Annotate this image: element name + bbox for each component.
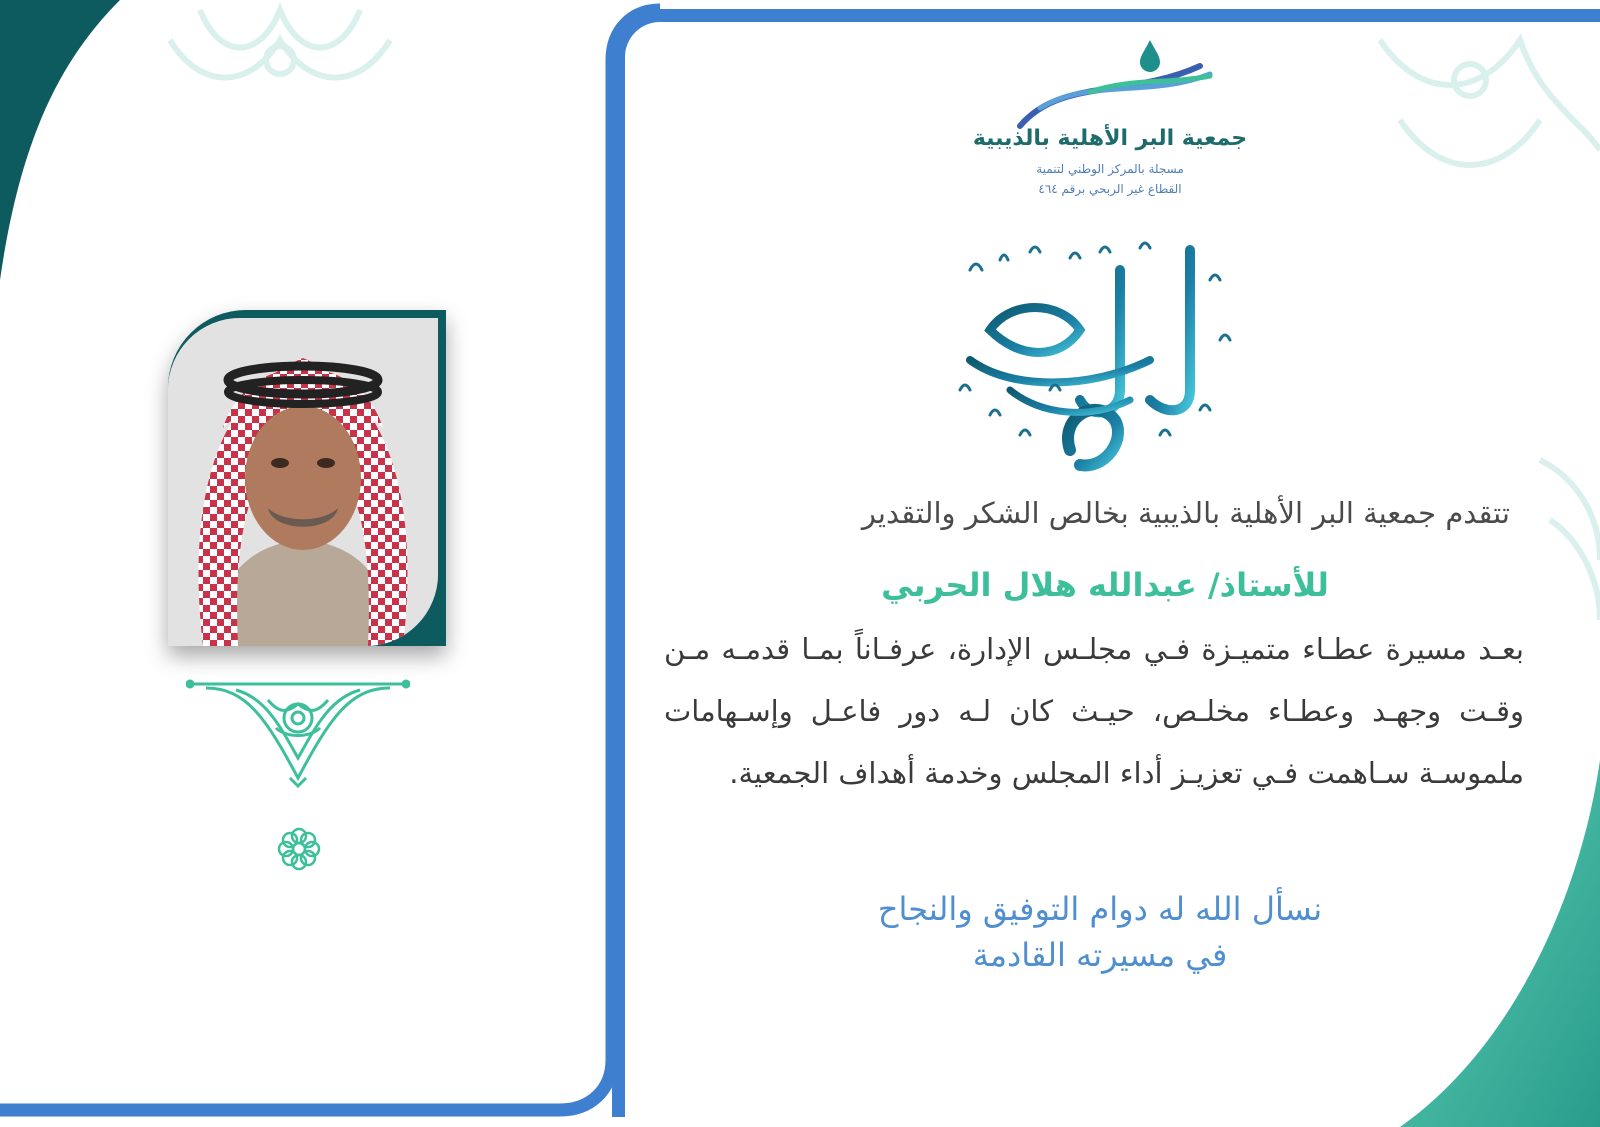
prayer-line1: نسأل الله له دوام التوفيق والنجاح bbox=[877, 890, 1323, 928]
flower-rosette-icon bbox=[276, 826, 322, 872]
thanks-calligraphy bbox=[950, 240, 1250, 480]
body-paragraph: بعـد مسيرة عطـاء متميـزة فـي مجلـس الإدارة، عرفـاناً بمـا قدمـه مـن وقـت وجهـد وعطـاء مخلـص، حيـث كان لـه دور فاعـل وإسـهامات ملموسـة سـاهمت فـي تعزيـز أداء المجلس وخدمة أهداف الجمعية. bbox=[664, 632, 1524, 790]
water-drop-wave-icon bbox=[980, 38, 1240, 133]
logo-subtitle-line2: القطاع غير الربحي برقم ٤٦٤ bbox=[1038, 182, 1182, 196]
logo-title: جمعية البر الأهلية بالذيبية bbox=[972, 126, 1248, 151]
prayer-line2: في مسيرته القادمة bbox=[972, 936, 1228, 974]
person-portrait-icon bbox=[168, 318, 438, 646]
organization-logo bbox=[960, 38, 1260, 208]
arabesque-ornament bbox=[186, 678, 410, 788]
logo-subtitle-line1: مسجلة بالمركز الوطني لتنمية bbox=[1036, 162, 1184, 176]
intro-text: تتقدم جمعية البر الأهلية بالذيبية بخالص الشكر والتقدير bbox=[861, 496, 1510, 530]
honoree-photo bbox=[168, 318, 438, 646]
closing-prayer bbox=[800, 886, 1400, 978]
honoree-name: للأستاذ/ عبدالله هلال الحربي bbox=[881, 566, 1329, 604]
